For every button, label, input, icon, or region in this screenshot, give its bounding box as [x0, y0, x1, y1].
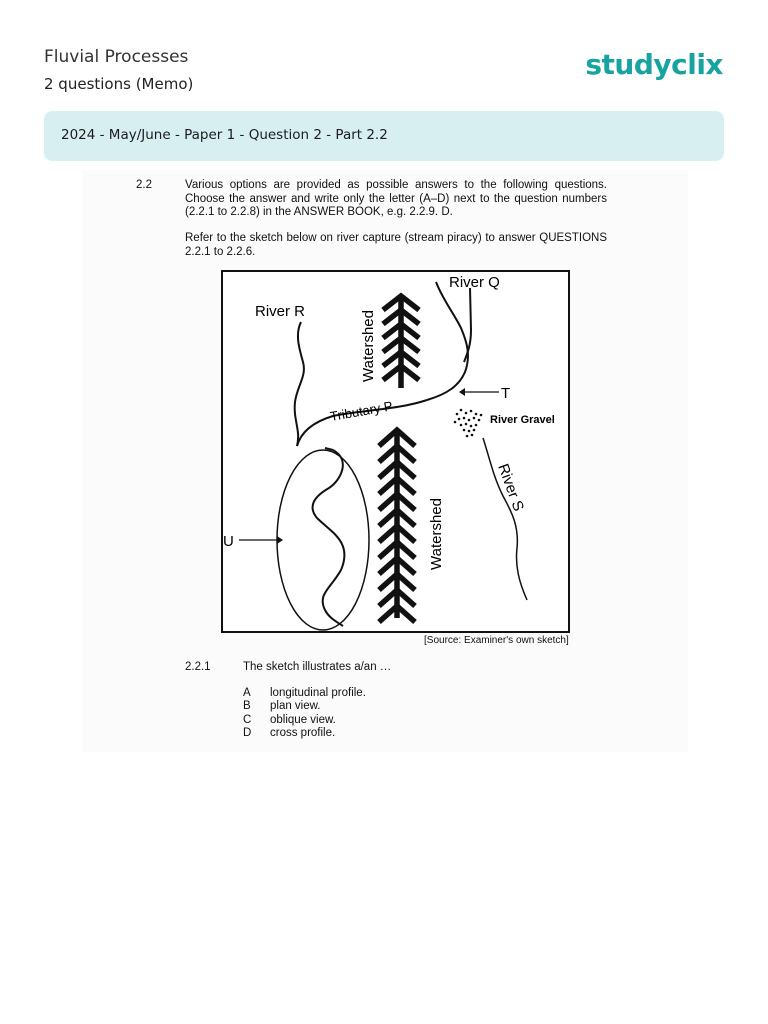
label-river-q: River Q	[449, 274, 500, 291]
label-river-gravel: River Gravel	[490, 414, 555, 426]
question-number: 2.2	[136, 179, 152, 191]
label-river-r: River R	[255, 303, 306, 320]
answer-options	[243, 687, 366, 740]
label-watershed-top: Watershed	[360, 310, 377, 382]
option-c: C oblique view.	[243, 713, 336, 726]
question-scan	[82, 170, 688, 752]
question-banner-label: 2024 - May/June - Paper 1 - Question 2 - Part 2.2	[61, 127, 388, 143]
label-tributary-p: Tributary P	[328, 398, 394, 424]
option-b: B plan view.	[243, 700, 321, 713]
question-banner	[44, 111, 724, 161]
label-watershed-bottom: Watershed	[428, 498, 445, 570]
document-title: Fluvial Processes	[44, 47, 189, 67]
question-refer: Refer to the sketch below on river capture (stream piracy) to answer QUESTIONS 2.2.1 to 2.2.6.	[185, 232, 607, 258]
option-a: A longitudinal profile.	[243, 687, 366, 699]
label-u: U	[223, 533, 234, 550]
label-river-s: River S	[494, 461, 528, 514]
label-t: T	[501, 385, 511, 402]
studyclix-logo: studyclix	[585, 48, 723, 81]
subquestion-text: The sketch illustrates a/an …	[243, 661, 392, 673]
river-capture-sketch	[221, 270, 572, 634]
document-subtitle: 2 questions (Memo)	[44, 75, 194, 93]
sketch-source: [Source: Examiner's own sketch]	[424, 635, 569, 646]
question-intro: Various options are provided as possible answers to the following questions. Choose the answer and write only the letter (A–D) next to the question numbers (2.2.1 to 2.2.8) in the ANSWER BOOK, e.g. 2.2.9. D.	[185, 179, 607, 218]
subquestion-number: 2.2.1	[185, 661, 211, 673]
option-d: D cross profile.	[243, 726, 336, 739]
